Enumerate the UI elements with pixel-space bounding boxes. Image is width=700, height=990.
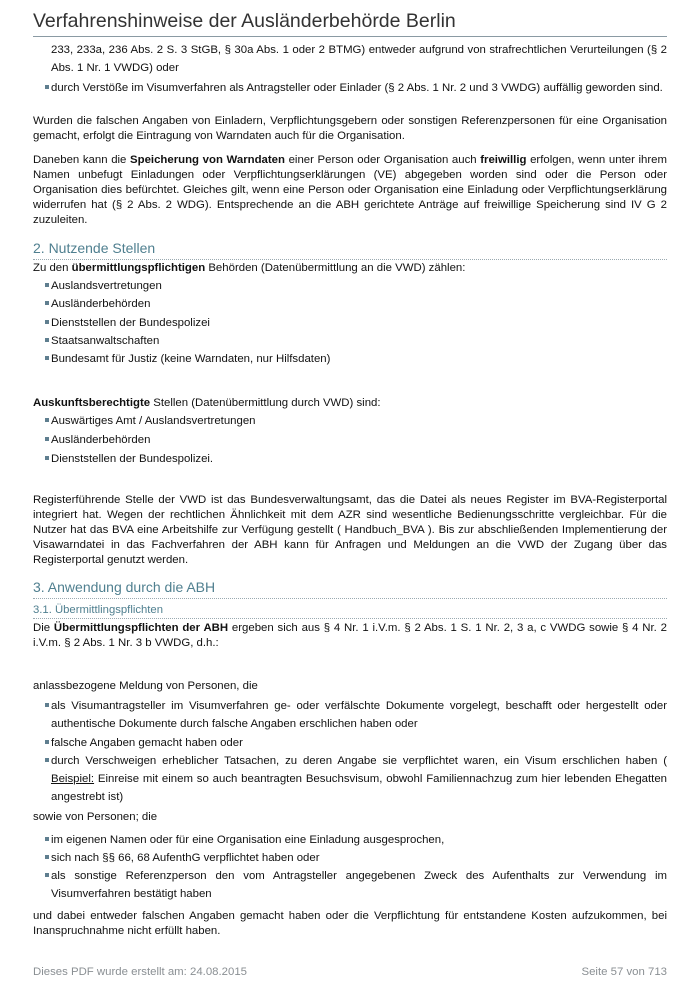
footer-page-number: Seite 57 von 713 (581, 966, 667, 978)
bullet-icon (45, 338, 49, 342)
paragraph: Die Übermittlungspflichten der ABH ergeben sich aus § 4 Nr. 1 i.V.m. § 2 Abs. 1 S. 1 Nr. 2, 3 a, c VWDG sowie § 4 Nr. 2 i.V.m. § 2 Abs. 1 Nr. 3 b VWDG, d.h.: (33, 622, 667, 649)
list-item: durch Verschweigen erheblicher Tatsachen, zu deren Angabe sie verpflichtet waren, ein Visum erschlichen haben ( Beispiel: Einreise mit einem so auch beantragten Besuchsvisum, obwohl Familiennachzug zum hier lebenden Ehegatten angestrebt ist) (45, 752, 667, 806)
bullet-icon (45, 301, 49, 305)
bullet-icon (45, 456, 49, 460)
list-item: Dienststellen der Bundespolizei. (45, 450, 667, 468)
bullet-icon (45, 85, 49, 89)
list-item: Auslandsvertretungen (45, 277, 667, 295)
paragraph: sowie von Personen; die (33, 811, 158, 823)
bullet-icon (45, 437, 49, 441)
list-item: Auswärtiges Amt / Auslandsvertretungen (45, 412, 667, 430)
subsection-divider (33, 618, 667, 619)
bullet-icon (45, 740, 49, 744)
paragraph: Registerführende Stelle der VWD ist das Bundesverwaltungsamt, das die Datei als neues Register im BVA-Registerportal integriert hat. Wegen der rechtlichen Ähnlichkeit mit dem AZR sind wesentliche Bedienungsschritte vergleichbar. Für die Nutzer hat das BVA eine Arbeitshilfe zur Verfügung gestellt ( Handbuch_BVA ). Bis zur abschließenden Implementierung der Visawarndatei in das Fachverfahren der ABH kann für Anfragen und Meldungen an die VWD der Zugang über das Registerportal genutzt werden. (33, 494, 667, 566)
bullet-icon (45, 837, 49, 841)
list-item: als sonstige Referenzperson den vom Antragsteller angegebenen Zweck des Aufenthalts zur Verwendung im Visumverfahren bestätigt haben (45, 867, 667, 903)
paragraph: Auskunftsberechtigte Stellen (Datenübermittlung durch VWD) sind: (33, 397, 381, 409)
bullet-icon (45, 873, 49, 877)
paragraph: Wurden die falschen Angaben von Einladern, Verpflichtungsgebern oder sonstigen Referenzpersonen für eine Organisation gemacht, erfolgt die Eintragung von Warndaten auch für die Organisation. (33, 115, 667, 142)
list-item: falsche Angaben gemacht haben oder (45, 734, 667, 752)
section-heading: 3. Anwendung durch die ABH (33, 579, 216, 595)
section-divider (33, 259, 667, 260)
section-divider (33, 598, 667, 599)
list-item: Ausländerbehörden (45, 431, 667, 449)
list-item-text: 233, 233a, 236 Abs. 2 S. 3 StGB, § 30a Abs. 1 oder 2 BTMG) entweder aufgrund von strafrechtlichen Verurteilungen (§ 2 Abs. 1 Nr. 1 VWDG) oder (51, 44, 667, 74)
bullet-icon (45, 758, 49, 762)
bullet-icon (45, 703, 49, 707)
paragraph: und dabei entweder falschen Angaben gemacht haben oder die Verpflichtung für entstandene Kosten aufzukommen, bei Inanspruchnahme nicht erfüllt haben. (33, 910, 667, 937)
subsection-heading: 3.1. Übermittlingspflichten (33, 604, 163, 616)
list-item: als Visumantragsteller im Visumverfahren ge- oder verfälschte Dokumente vorgelegt, beschafft oder hergestellt oder authentische Dokumente durch falsche Angaben erschlichen haben oder (45, 697, 667, 733)
list-item: Ausländerbehörden (45, 295, 667, 313)
list-item: im eigenen Namen oder für eine Organisation eine Einladung ausgesprochen, (45, 831, 667, 849)
title-divider (33, 36, 667, 37)
paragraph: Daneben kann die Speicherung von Warndaten einer Person oder Organisation auch freiwillig erfolgen, wenn unter ihrem Namen unbefugt Einladungen oder Verpflichtungserklärungen (VE) abgegeben worden sind oder die Person oder Organisation dies befürchtet. Gleiches gilt, wenn eine Person oder Organisation eine Einladung oder Verpflichtungserklärung widerrufen hat (§ 2 Abs. 2 WDG). Entsprechende an die ABH gerichtete Anträge auf freiwillige Speicherung sind IV G 2 zuzuleiten. (33, 154, 667, 226)
page-title: Verfahrenshinweise der Ausländerbehörde Berlin (33, 10, 456, 32)
list-item-text: durch Verstöße im Visumverfahren als Antragsteller oder Einlader (§ 2 Abs. 1 Nr. 2 und 3 VWDG) auffällig geworden sind. (51, 82, 663, 94)
list-item: Staatsanwaltschaften (45, 332, 667, 350)
list-item (45, 41, 667, 77)
section-heading: 2. Nutzende Stellen (33, 240, 156, 256)
list-item: Dienststellen der Bundespolizei (45, 314, 667, 332)
paragraph: Zu den übermittlungspflichtigen Behörden (Datenübermittlung an die VWD) zählen: (33, 262, 466, 274)
bullet-icon (45, 418, 49, 422)
list-item (45, 79, 667, 97)
list-item: Bundesamt für Justiz (keine Warndaten, nur Hilfsdaten) (45, 350, 667, 368)
bullet-icon (45, 855, 49, 859)
list-item: sich nach §§ 66, 68 AufenthG verpflichtet haben oder (45, 849, 667, 867)
paragraph: anlassbezogene Meldung von Personen, die (33, 680, 258, 692)
bullet-icon (45, 320, 49, 324)
bullet-icon (45, 283, 49, 287)
footer-created-date: Dieses PDF wurde erstellt am: 24.08.2015 (33, 966, 247, 978)
bullet-icon (45, 356, 49, 360)
